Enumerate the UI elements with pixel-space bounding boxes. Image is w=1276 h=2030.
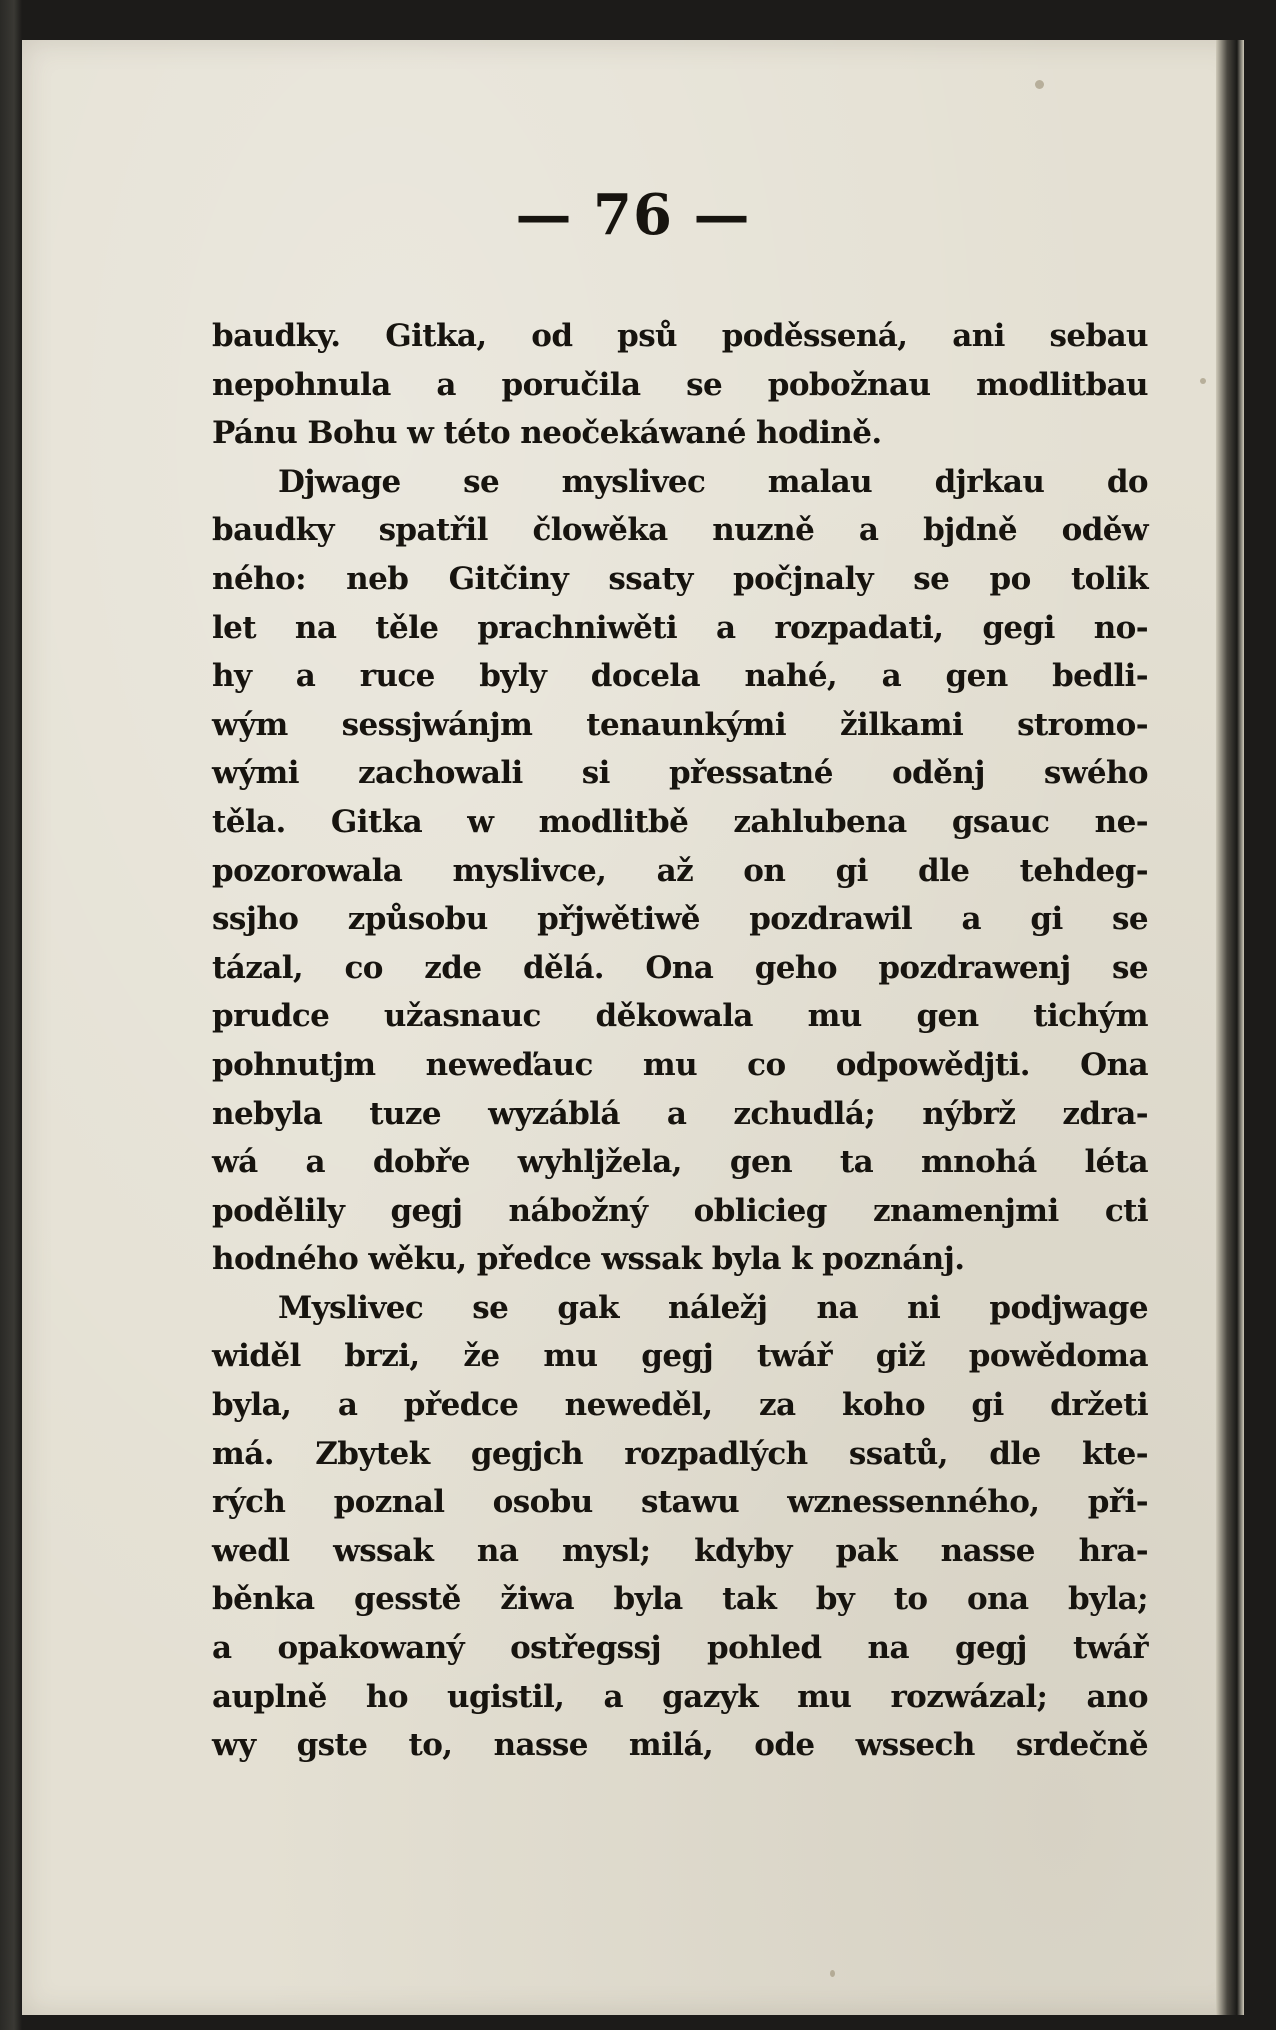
paper-page xyxy=(22,40,1244,2015)
text-line: let na těle prachniwěti a rozpadati, gegi no- xyxy=(212,609,1148,646)
text-line: wy gste to, nasse milá, ode wssech srdečně xyxy=(212,1727,1148,1764)
text-line: a opakowaný ostřegssj pohled na gegj twář xyxy=(212,1630,1148,1667)
text-line: hodného wěku, předce wssak byla k poznánj. xyxy=(212,1241,965,1278)
text-line: Djwage se myslivec malau djrkau do xyxy=(278,463,1148,500)
text-line: podělily gegj nábožný oblicieg znamenjmi cti xyxy=(212,1192,1148,1229)
page-gutter-shadow xyxy=(1216,40,1244,2015)
text-line: pozorowala myslivce, až on gi dle tehdeg- xyxy=(212,852,1148,889)
text-line: nepohnula a poručila se pobožnau modlitbau xyxy=(212,366,1148,403)
text-line: wými zachowali si přessatné oděnj swého xyxy=(212,755,1148,792)
text-line: wá a dobře wyhljžela, gen ta mnohá léta xyxy=(212,1144,1148,1181)
paper-stain xyxy=(1035,80,1044,89)
text-line: Pánu Bohu w této neočekáwané hodině. xyxy=(212,415,882,452)
text-line: wedl wssak na mysl; kdyby pak nasse hra- xyxy=(212,1532,1148,1569)
text-line: nebyla tuze wyzáblá a zchudlá; nýbrž zdra- xyxy=(212,1095,1148,1132)
page-number: — 76 — xyxy=(515,182,751,248)
text-line: wým sessjwánjm tenaunkými žilkami stromo- xyxy=(212,706,1148,743)
text-line: ného: neb Gitčiny ssaty počjnaly se po tolik xyxy=(212,560,1148,597)
text-line: byla, a předce neweděl, za koho gi držeti xyxy=(212,1387,1148,1424)
text-line: těla. Gitka w modlitbě zahlubena gsauc ne- xyxy=(212,803,1148,840)
text-line: má. Zbytek gegjch rozpadlých ssatů, dle kte- xyxy=(212,1435,1148,1472)
text-line: prudce užasnauc děkowala mu gen tichým xyxy=(212,998,1148,1035)
text-line: ssjho způsobu přjwětiwě pozdrawil a gi se xyxy=(212,901,1148,938)
text-line: tázal, co zde dělá. Ona geho pozdrawenj se xyxy=(212,949,1148,986)
text-line: auplně ho ugistil, a gazyk mu rozwázal; ano xyxy=(212,1678,1148,1715)
paper-stain xyxy=(1200,378,1206,384)
body-text xyxy=(212,312,1148,1770)
text-line: pohnutjm neweďauc mu co odpowědjti. Ona xyxy=(212,1046,1148,1083)
text-line: widěl brzi, že mu gegj twář giž powědoma xyxy=(212,1338,1148,1375)
paper-stain xyxy=(830,1970,835,1977)
text-line: hy a ruce byly docela nahé, a gen bedli- xyxy=(212,658,1148,695)
text-line: baudky spatřil člowěka nuzně a bjdně oděw xyxy=(212,512,1148,549)
text-line: baudky. Gitka, od psů poděssená, ani sebau xyxy=(212,318,1148,354)
text-line: běnka gesstě žiwa byla tak by to ona byla; xyxy=(212,1581,1148,1618)
text-line: rých poznal osobu stawu wznessenného, při- xyxy=(212,1484,1148,1521)
text-line: Myslivec se gak náležj na ni podjwage xyxy=(278,1289,1148,1326)
